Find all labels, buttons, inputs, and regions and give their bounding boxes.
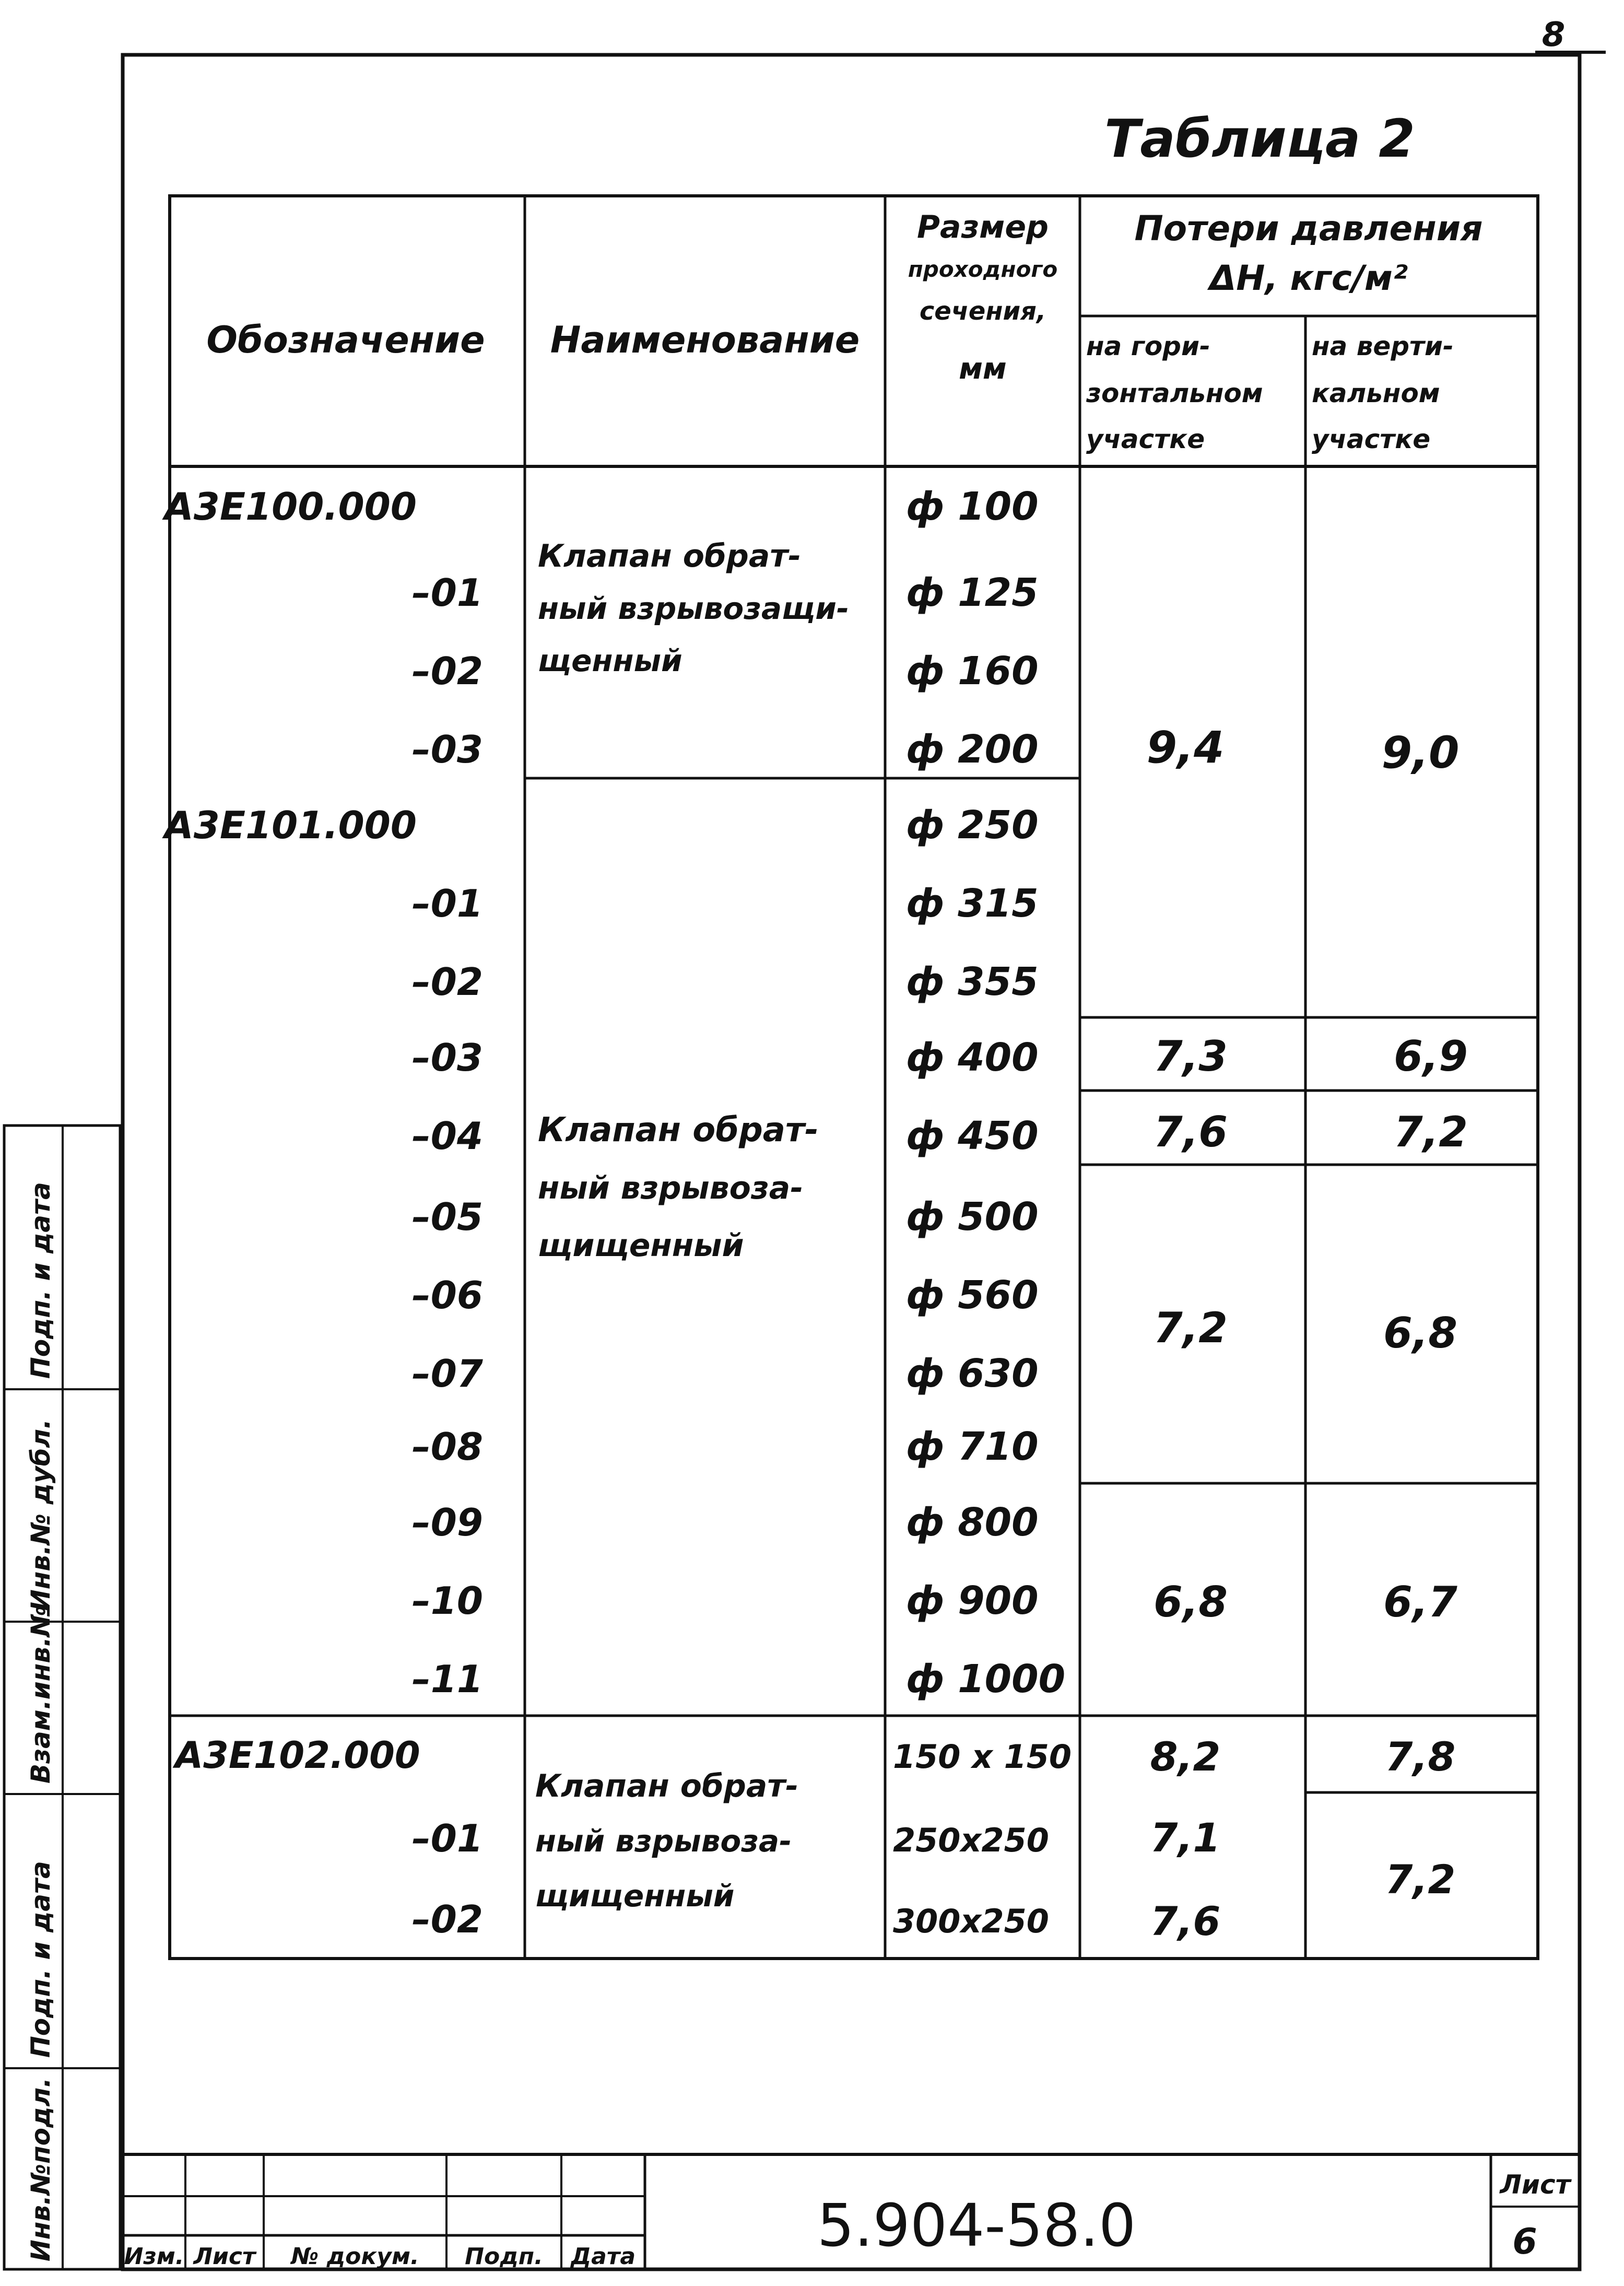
group-2-name-line-1: Клапан обрат-	[538, 1111, 819, 1150]
title-col-label: Изм.	[124, 2243, 184, 2270]
header-name: Наименование	[550, 319, 860, 361]
loss-horizontal: 7,6	[1150, 1898, 1221, 1944]
size-cell: ф 100	[906, 484, 1039, 529]
title-block	[123, 2154, 1580, 2270]
row-suffix: –01	[411, 882, 483, 925]
group-3-name-line-3: щищенный	[535, 1878, 735, 1914]
header-size-line-3: сечения,	[919, 297, 1046, 326]
size-cell: ф 500	[906, 1194, 1039, 1239]
top-sheet-number: 8	[1541, 16, 1566, 54]
loss-vertical: 6,7	[1383, 1578, 1457, 1626]
loss-vertical: 6,9	[1394, 1032, 1468, 1081]
side-stamp	[4, 1126, 120, 2269]
header-horizontal-line-1: на гори-	[1086, 331, 1210, 361]
side-stamp-label: Подп. и дата	[26, 1182, 56, 1379]
side-stamp-label: Инв.№подл.	[26, 2077, 56, 2261]
row-suffix: –04	[411, 1114, 483, 1158]
size-cell: ф 400	[906, 1035, 1039, 1080]
group-2-name-line-2: ный взрывоза-	[538, 1170, 804, 1206]
size-cell: ф 630	[906, 1351, 1039, 1396]
loss-horizontal: 7,6	[1154, 1108, 1228, 1156]
header-vertical-line-3: участке	[1312, 424, 1431, 454]
size-cell: ф 250	[906, 803, 1039, 848]
title-col-label: № докум.	[291, 2243, 419, 2270]
row-suffix: –09	[411, 1500, 483, 1544]
loss-vertical: 7,2	[1385, 1856, 1456, 1903]
size-cell: ф 560	[906, 1273, 1039, 1318]
table-grid	[170, 196, 1538, 1959]
row-suffix: –01	[411, 571, 483, 615]
header-pressure-line-1: Потери давления	[1134, 208, 1483, 249]
group-1-name-line-3: щенный	[538, 643, 682, 678]
table-outline	[170, 196, 1538, 1959]
title-col-label: Лист	[193, 2243, 256, 2270]
loss-horizontal: 6,8	[1154, 1578, 1228, 1626]
document-code: 5.904-58.0	[817, 2192, 1136, 2260]
loss-vertical: 7,8	[1385, 1733, 1456, 1780]
header-vertical-line-2: кальном	[1312, 378, 1440, 408]
row-suffix: –10	[411, 1579, 483, 1623]
header-horizontal-line-2: зонтальном	[1086, 378, 1263, 408]
row-suffix: –03	[411, 1036, 483, 1080]
size-cell: ф 160	[906, 649, 1039, 694]
size-cell: ф 800	[906, 1500, 1039, 1545]
sheet-label: Лист	[1500, 2170, 1571, 2200]
row-suffix: –02	[411, 1897, 483, 1941]
title-col-label: Подп.	[465, 2243, 543, 2270]
header-horizontal-line-3: участке	[1086, 424, 1205, 454]
group-1-name-line-1: Клапан обрат-	[538, 538, 801, 575]
row-suffix: –03	[411, 728, 483, 771]
size-cell: ф 710	[906, 1424, 1039, 1469]
group-3-name-line-2: ный взрывоза-	[535, 1823, 792, 1859]
row-suffix: –06	[411, 1273, 483, 1317]
sheet-number: 6	[1512, 2221, 1537, 2262]
row-suffix: –02	[411, 649, 483, 693]
loss-horizontal: 9,4	[1146, 722, 1225, 773]
header-size-line-1: Размер	[916, 209, 1049, 245]
row-suffix: –11	[411, 1657, 483, 1701]
side-stamp-label: Взам.инв.№	[26, 1605, 56, 1784]
size-cell: ф 1000	[906, 1657, 1066, 1702]
size-cell: ф 200	[906, 727, 1039, 772]
loss-horizontal: 7,2	[1154, 1304, 1228, 1352]
loss-vertical: 6,8	[1383, 1309, 1457, 1357]
size-cell: ф 900	[906, 1578, 1039, 1623]
loss-horizontal: 7,3	[1154, 1032, 1228, 1081]
side-stamp-label: Подп. и дата	[26, 1861, 56, 2058]
title-col-label: Дата	[570, 2243, 636, 2270]
group-3-designation: А3Е102.000	[175, 1734, 420, 1777]
size-cell: 250х250	[893, 1821, 1049, 1859]
row-suffix: –02	[411, 960, 483, 1004]
size-cell: ф 315	[906, 881, 1039, 926]
side-stamp-label: Инв.№ дубл.	[26, 1419, 56, 1611]
header-size-line-2: проходного	[908, 256, 1058, 282]
row-suffix: –05	[411, 1195, 483, 1239]
group-1-designation: А3Е100.000	[164, 485, 417, 529]
table-title: Таблица 2	[1104, 108, 1415, 169]
size-cell: ф 355	[906, 959, 1039, 1004]
row-suffix: –08	[411, 1425, 483, 1469]
group-1-name-line-2: ный взрывозащи-	[538, 591, 849, 626]
header-size-line-4: мм	[959, 352, 1007, 386]
loss-vertical: 7,2	[1394, 1108, 1468, 1156]
loss-horizontal: 7,1	[1150, 1814, 1221, 1861]
size-cell: 150 х 150	[893, 1738, 1072, 1776]
group-3-name-line-1: Клапан обрат-	[535, 1768, 798, 1804]
header-pressure-line-2: ΔН, кгс/м²	[1209, 258, 1408, 298]
loss-vertical: 9,0	[1381, 727, 1460, 778]
size-cell: ф 125	[906, 570, 1039, 615]
row-suffix: –01	[411, 1816, 483, 1860]
row-suffix: –07	[411, 1352, 483, 1396]
group-2-designation: А3Е101.000	[164, 803, 417, 847]
group-2-name-line-3: щищенный	[538, 1227, 744, 1264]
loss-horizontal: 8,2	[1150, 1733, 1221, 1780]
size-cell: ф 450	[906, 1113, 1039, 1158]
header-vertical-line-1: на верти-	[1312, 331, 1454, 361]
header-designation: Обозначение	[206, 319, 485, 361]
size-cell: 300х250	[893, 1902, 1049, 1940]
